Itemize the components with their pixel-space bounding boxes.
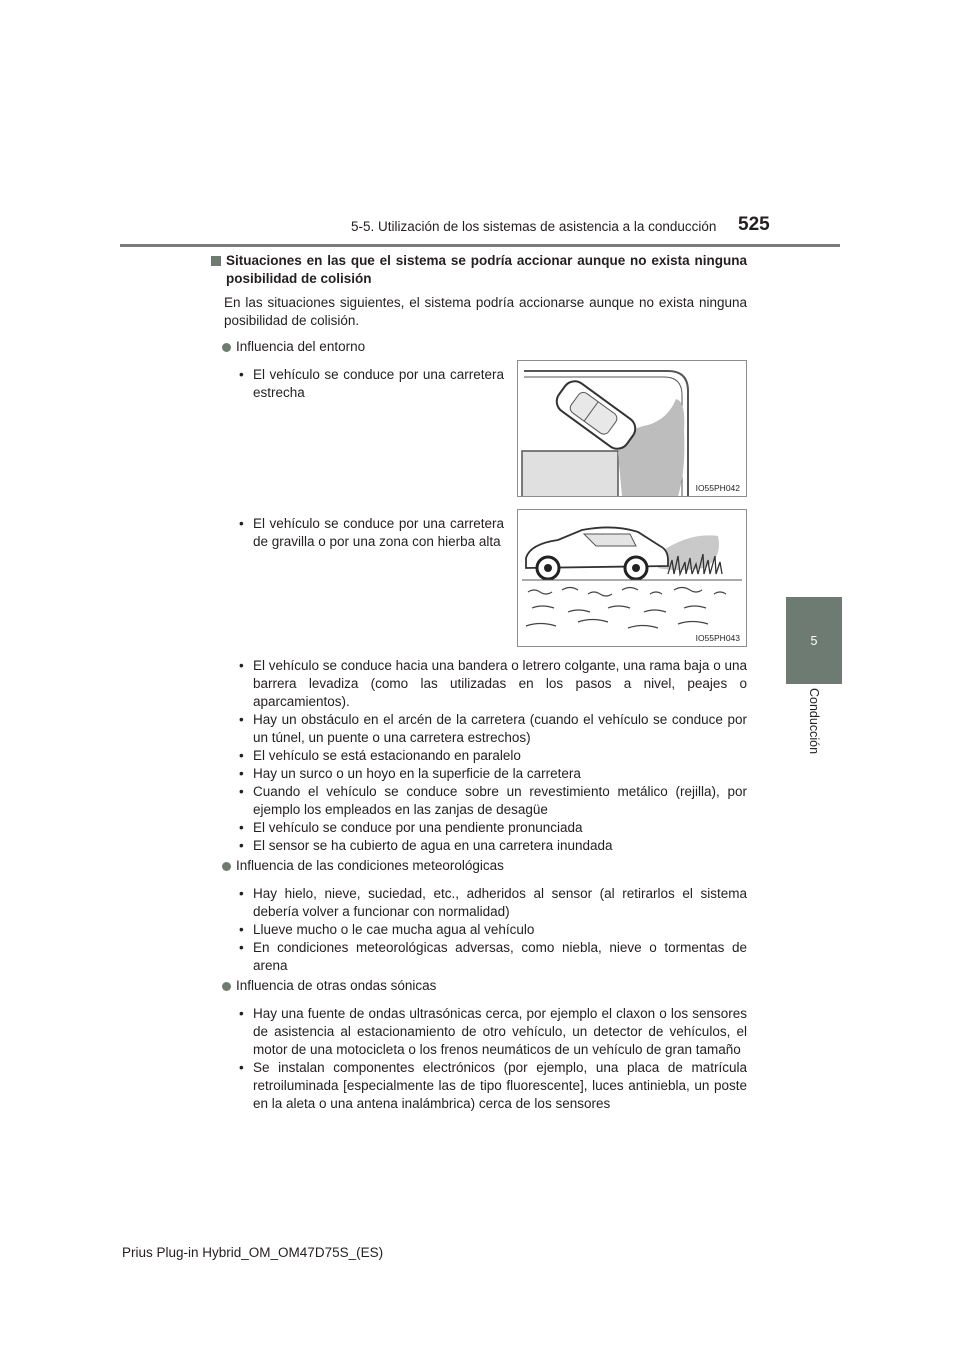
list-item-text: Cuando el vehículo se conduce sobre un revestimiento metálico (rejilla), por ejemplo los empleados en las zanjas de desagüe (253, 784, 747, 817)
list-bullet: • (239, 1060, 244, 1075)
circle-bullet-icon (222, 862, 231, 871)
list-bullet: • (239, 886, 244, 901)
list-item-text: El vehículo se conduce por una pendiente pronunciada (253, 820, 583, 835)
environment-list (239, 657, 747, 855)
group-heading-environment (222, 338, 747, 356)
list-bullet: • (239, 922, 244, 937)
list-item (239, 366, 504, 497)
figure-code: IO55PH043 (695, 633, 740, 643)
list-item-text: Llueve mucho o le cae mucha agua al vehículo (253, 922, 535, 937)
footer-document-id: Prius Plug-in Hybrid_OM_OM47D75S_(ES) (122, 1245, 384, 1260)
figure-gravel-road (517, 509, 747, 647)
group-heading-text: Influencia del entorno (236, 339, 366, 354)
list-item-text: El vehículo se conduce por una carretera estrecha (253, 367, 504, 400)
list-item-text: El vehículo se conduce hacia una bandera o letrero colgante, una rama baja o una barrera levadiza (como las utilizadas en los pasos a nivel, peajes o aparcamientos). (253, 658, 747, 709)
section-heading (211, 252, 747, 288)
circle-bullet-icon (222, 982, 231, 991)
list-bullet: • (239, 712, 244, 727)
header-rule (120, 244, 840, 247)
list-item-text: Hay un obstáculo en el arcén de la carretera (cuando el vehículo se conduce por un túnel, un puente o una carretera estrechos) (253, 712, 747, 745)
gravel-road-illustration (518, 510, 746, 646)
list-item-text: Hay hielo, nieve, suciedad, etc., adheridos al sensor (al retirarlos el sistema debería volver a funcionar con normalidad) (253, 886, 747, 919)
list-item (239, 885, 747, 921)
chapter-tab-label-text: Conducción (807, 688, 821, 755)
list-item-text: Hay una fuente de ondas ultrasónicas cerca, por ejemplo el claxon o los sensores de asistencia al estacionamiento de otro vehículo, un detector de vehículos, el motor de una motocicleta o los frenos neumáticos de un vehículo de gran tamaño (253, 1006, 747, 1057)
page-number: 525 (738, 214, 770, 235)
list-item (239, 515, 504, 647)
list-item (239, 939, 747, 975)
list-item (239, 837, 747, 855)
group-heading-text: Influencia de otras ondas sónicas (236, 978, 437, 993)
figure-code: IO55PH042 (695, 483, 740, 493)
group-heading-weather (222, 857, 747, 875)
list-item (239, 657, 747, 711)
list-bullet: • (239, 367, 244, 382)
figure-row-narrow-road (239, 360, 747, 497)
figure-narrow-road (517, 360, 747, 497)
list-item-text: Se instalan componentes electrónicos (por ejemplo, una placa de matrícula retroiluminada [especialmente las de tipo fluorescente], luces antiniebla, un poste en la aleta o una antena inalámbrica) cerca de los sensores (253, 1060, 747, 1111)
list-item (239, 1005, 747, 1059)
list-item (239, 921, 747, 939)
group-heading-text: Influencia de las condiciones meteorológicas (236, 858, 504, 873)
sonic-list (239, 1005, 747, 1113)
section-heading-text: Situaciones en las que el sistema se podría accionar aunque no exista ninguna posibilidad de colisión (226, 253, 747, 286)
list-item (239, 711, 747, 747)
circle-bullet-icon (222, 343, 231, 352)
chapter-tab-label (786, 688, 842, 768)
list-item (239, 819, 747, 837)
list-bullet: • (239, 940, 244, 955)
list-bullet: • (239, 516, 244, 531)
header-section-title: 5-5. Utilización de los sistemas de asistencia a la conducción (351, 219, 717, 234)
list-bullet: • (239, 784, 244, 799)
list-item-text: El vehículo se está estacionando en paralelo (253, 748, 521, 763)
group-heading-sonic (222, 977, 747, 995)
narrow-road-illustration (518, 361, 746, 496)
list-item (239, 1059, 747, 1113)
weather-list (239, 885, 747, 975)
square-bullet-icon (211, 256, 221, 266)
chapter-tab-number: 5 (810, 633, 818, 648)
list-bullet: • (239, 766, 244, 781)
intro-paragraph: En las situaciones siguientes, el sistema podría accionarse aunque no exista ninguna posibilidad de colisión. (224, 295, 747, 328)
chapter-tab (786, 597, 842, 684)
list-item-text: El vehículo se conduce por una carretera de gravilla o por una zona con hierba alta (253, 516, 504, 549)
list-item-text: Hay un surco o un hoyo en la superficie de la carretera (253, 766, 581, 781)
list-bullet: • (239, 820, 244, 835)
list-item (239, 747, 747, 765)
list-bullet: • (239, 1006, 244, 1021)
figure-row-gravel-road (239, 509, 747, 647)
list-item (239, 783, 747, 819)
list-bullet: • (239, 658, 244, 673)
list-item (239, 765, 747, 783)
main-content (211, 252, 747, 1115)
list-bullet: • (239, 838, 244, 853)
list-item-text: El sensor se ha cubierto de agua en una carretera inundada (253, 838, 613, 853)
list-item-text: En condiciones meteorológicas adversas, como niebla, nieve o tormentas de arena (253, 940, 747, 973)
list-bullet: • (239, 748, 244, 763)
